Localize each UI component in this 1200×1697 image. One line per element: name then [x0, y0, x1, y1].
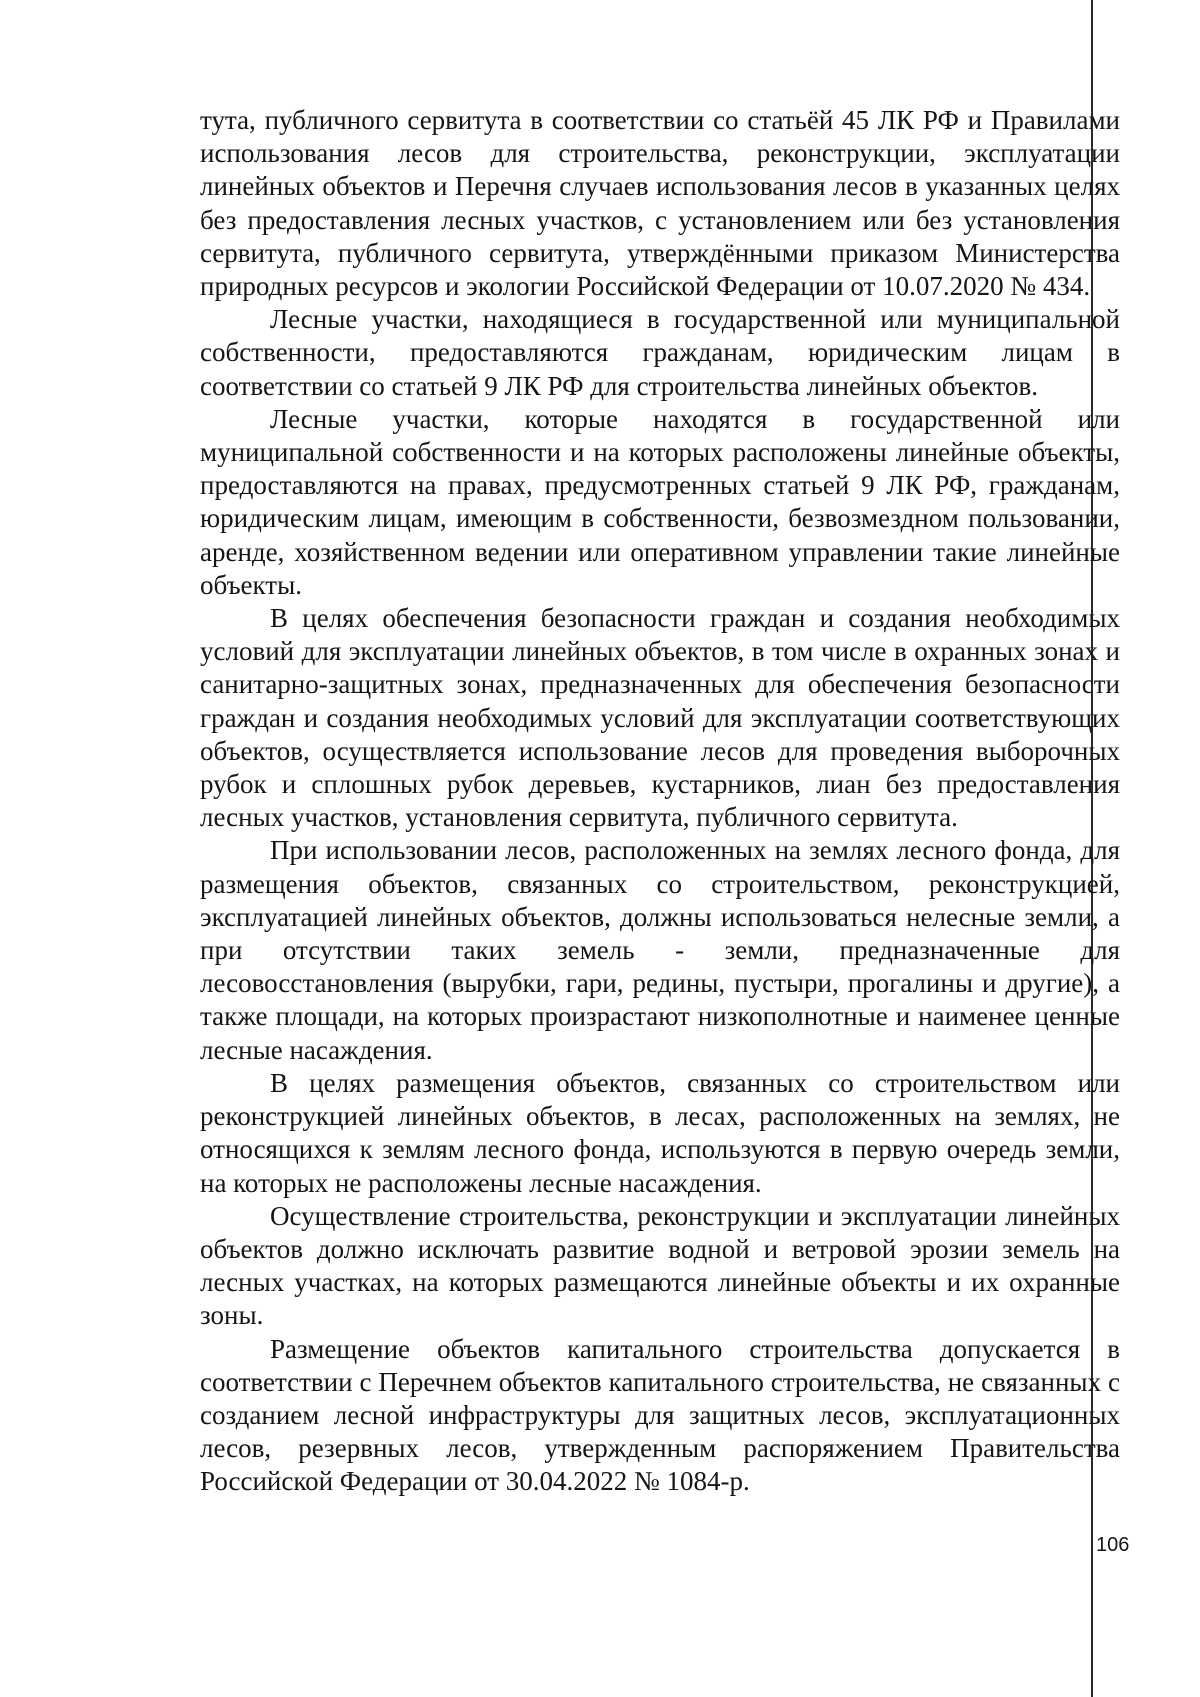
paragraph-4: В целях обеспечения безопасности граждан и создания необходимых условий для эксплуатации линейных объектов, в том числе в охранных зонах и санитарно-защитных зонах, предназначенных для обеспечения безопасности граждан и создания необходимых условий для эксплуатации соответствующих объектов, осуществляется использование лесов для проведения выборочных рубок и сплошных рубок деревьев, кустарников, лиан без предоставления лесных участков, установления сервитута, публичного сервитута. — [200, 603, 1120, 833]
paragraph-3: Лесные участки, которые находятся в государственной или муниципальной собственности и на которых расположены линейные объекты, предоставляются на правах, предусмотренных статьей 9 ЛК РФ, гражданам, юридическим лицам, имеющим в собственности, безвозмездном пользовании, аренде, хозяйственном ведении или оперативном управлении такие линейные объекты. — [200, 403, 1120, 600]
paragraph-1: тута, публичного сервитута в соответствии со статьёй 45 ЛК РФ и Правилами использования лесов для строительства, реконструкции, эксплуатации линейных объектов и Перечня случаев использования лесов в указанных целях без предоставления лесных участков, с установлением или без установления сервитута, публичного сервитута, утверждёнными приказом Министерства природных ресурсов и экологии Российской Федерации от 10.07.2020 № 434. — [200, 105, 1120, 302]
document-body — [200, 104, 1120, 1499]
paragraph-7: Осуществление строительства, реконструкции и эксплуатации линейных объектов должно исключать развитие водной и ветровой эрозии земель на лесных участках, на которых размещаются линейные объекты и их охранные зоны. — [200, 1200, 1120, 1331]
paragraph-8: Размещение объектов капитального строительства допускается в соответствии с Перечнем объектов капитального строительства, не связанных с созданием лесной инфраструктуры для защитных лесов, эксплуатационных лесов, резервных лесов, утвержденным распоряжением Правительства Российской Федерации от 30.04.2022 № 1084-р. — [200, 1333, 1120, 1497]
paragraph-2: Лесные участки, находящиеся в государственной или муниципальной собственности, предоставляются гражданам, юридическим лицам в соответствии со статьей 9 ЛК РФ для строительства линейных объектов. — [200, 304, 1120, 401]
paragraph-6: В целях размещения объектов, связанных со строительством или реконструкцией линейных объектов, в лесах, расположенных на землях, не относящихся к землям лесного фонда, используются в первую очередь земли, на которых не расположены лесные насаждения. — [200, 1067, 1120, 1198]
paragraph-5: При использовании лесов, расположенных на землях лесного фонда, для размещения объектов, связанных со строительством, реконструкцией, эксплуатацией линейных объектов, должны использоваться нелесные земли, а при отсутствии таких земель - земли, предназначенные для лесовосстановления (вырубки, гари, редины, пустыри, прогалины и другие), а также площади, на которых произрастают низкополнотные и наименее ценные лесные насаждения. — [200, 835, 1120, 1065]
page-number: 106 — [1096, 1534, 1130, 1556]
